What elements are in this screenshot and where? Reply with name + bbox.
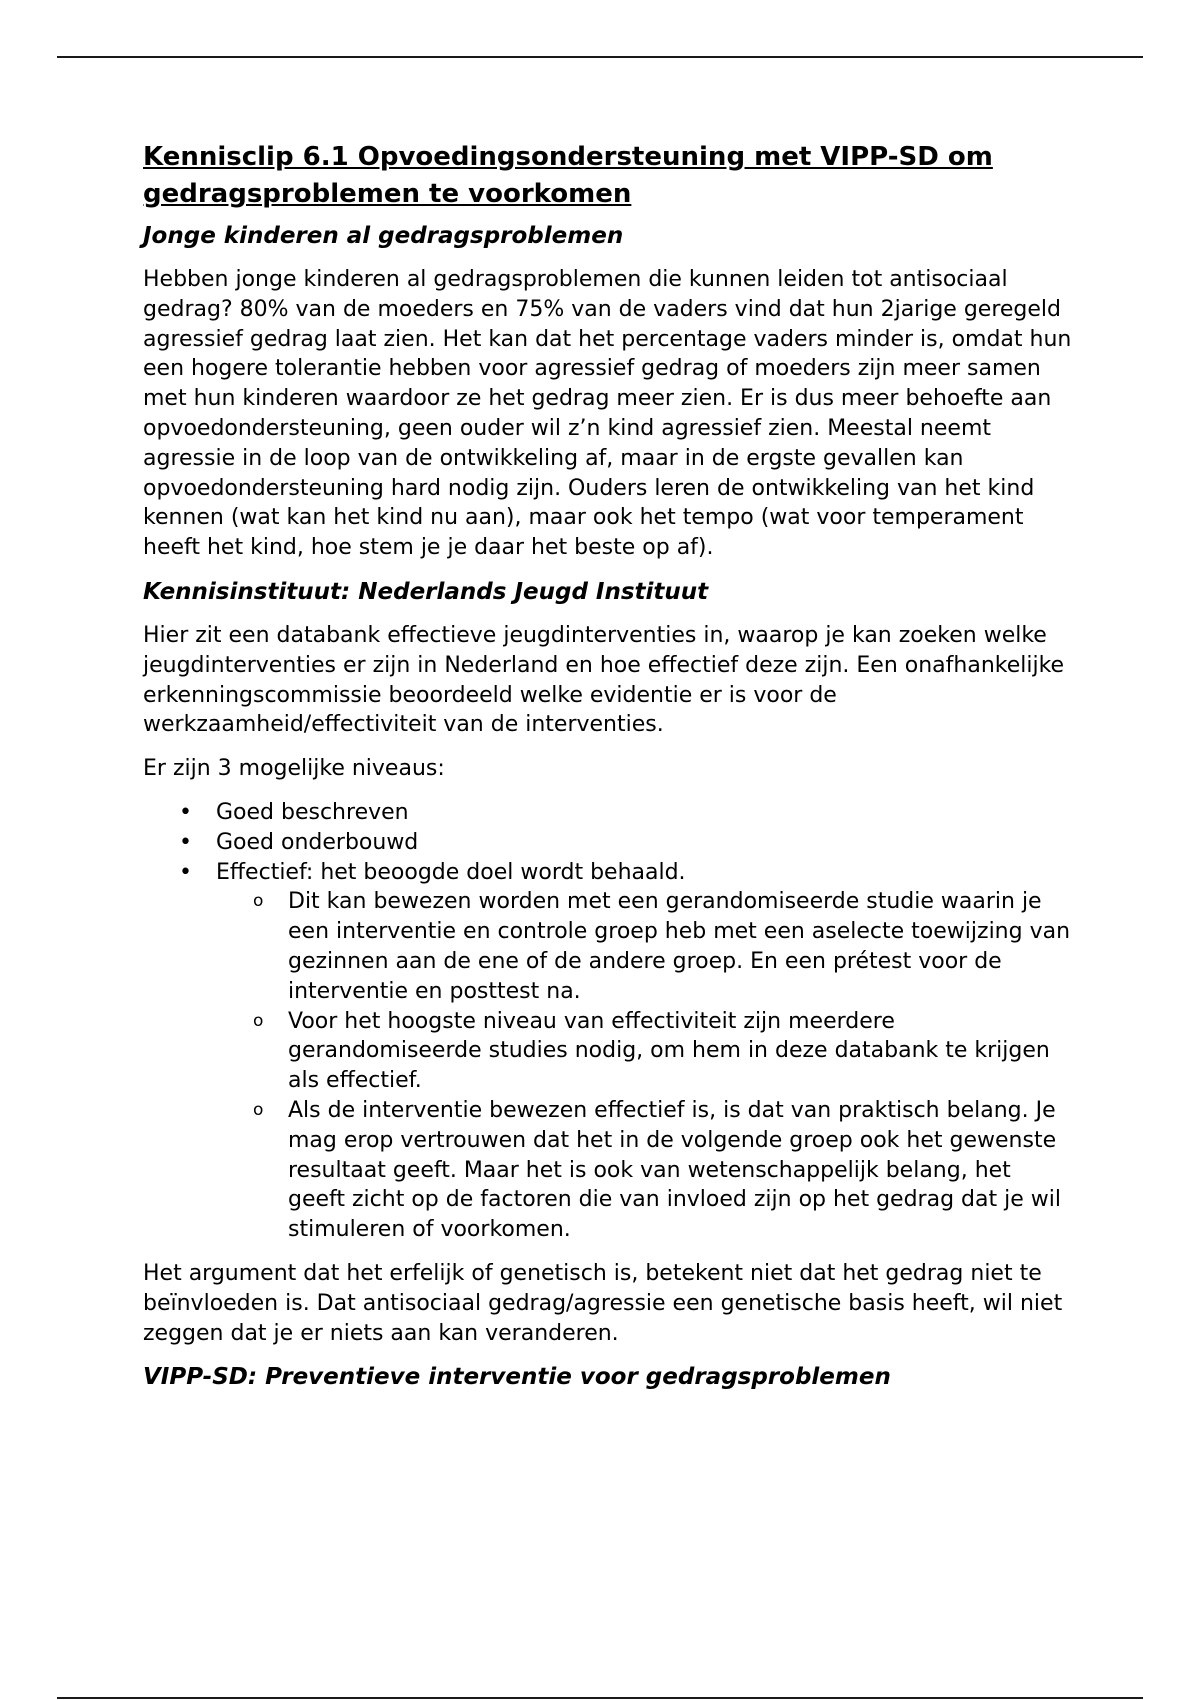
paragraph-genetic-argument: Het argument dat het erfelijk of genetisch is, betekent niet dat het gedrag niet te beïnvloeden is. Dat antisociaal gedrag/agressie een genetische basis heeft, wil niet zeggen dat je er niets aan kan veranderen.	[143, 1260, 1063, 1346]
effectiveness-sublist	[216, 887, 1073, 1245]
paragraph-young-children: Hebben jonge kinderen al gedragsproblemen die kunnen leiden tot antisociaal gedrag? 80% van de moeders en 75% van de vaders vind dat hun 2jarige geregeld agressief gedrag laat zien. Het kan dat het percentage vaders minder is, omdat hun een hogere tolerantie hebben voor agressief gedrag of moeders zijn meer samen met hun kinderen waardoor ze het gedrag meer zien. Er is dus meer behoefte aan opvoedondersteuning, geen ouder wil z’n kind agressief zien. Meestal neemt agressie in de loop van de ontwikkeling af, maar in de ergste gevallen kan opvoedondersteuning hard nodig zijn. Ouders leren de ontwikkeling van het kind kennen (wat kan het kind nu aan), maar ook het tempo (wat voor temperament heeft het kind, hoe stem je je daar het beste op af).	[143, 267, 1072, 561]
sub-list-item: o Dit kan bewezen worden met een gerandomiseerde studie waarin je een interventie en controle groep heb met een aselecte toewijzing van gezinnen aan de ene of de andere groep. En een prétest voor de interventie en posttest na.	[216, 887, 1073, 1006]
list-item-label: Effectief: het beoogde doel wordt behaald.	[216, 859, 686, 885]
section-heading-knowledge-institute: Kennisinstituut: Nederlands Jeugd Instituut	[143, 578, 709, 605]
document-title: Kennisclip 6.1 Opvoedingsondersteuning met VIPP-SD om gedragsproblemen te voorkomen	[143, 142, 993, 209]
list-item: • Goed onderbouwd	[143, 828, 1073, 858]
document-body	[143, 139, 1073, 1406]
footer-rule	[57, 1697, 1143, 1699]
sub-list-item: o Als de interventie bewezen effectief is, is dat van praktisch belang. Je mag erop vertrouwen dat het in de volgende groep ook het gewenste resultaat geeft. Maar het is ook van wetenschappelijk belang, het geeft zicht op de factoren die van invloed zijn op het gedrag dat je wil stimuleren of voorkomen.	[216, 1096, 1073, 1245]
levels-list	[143, 798, 1073, 1245]
paragraph-levels-intro: Er zijn 3 mogelijke niveaus:	[143, 756, 445, 782]
list-item	[143, 858, 1073, 1245]
sub-list-item: o Voor het hoogste niveau van effectiviteit zijn meerdere gerandomiseerde studies nodig, om hem in deze databank te krijgen als effectief.	[216, 1007, 1073, 1096]
section-heading-vipp-sd: VIPP-SD: Preventieve interventie voor gedragsproblemen	[143, 1364, 891, 1391]
list-item: • Goed beschreven	[143, 798, 1073, 828]
paragraph-databank: Hier zit een databank effectieve jeugdinterventies in, waarop je kan zoeken welke jeugdinterventies er zijn in Nederland en hoe effectief deze zijn. Een onafhankelijke erkenningscommissie beoordeeld welke evidentie er is voor de werkzaamheid/effectiviteit van de interventies.	[143, 622, 1065, 738]
section-heading-young-children: Jonge kinderen al gedragsproblemen	[143, 223, 624, 249]
header-rule	[57, 56, 1143, 58]
